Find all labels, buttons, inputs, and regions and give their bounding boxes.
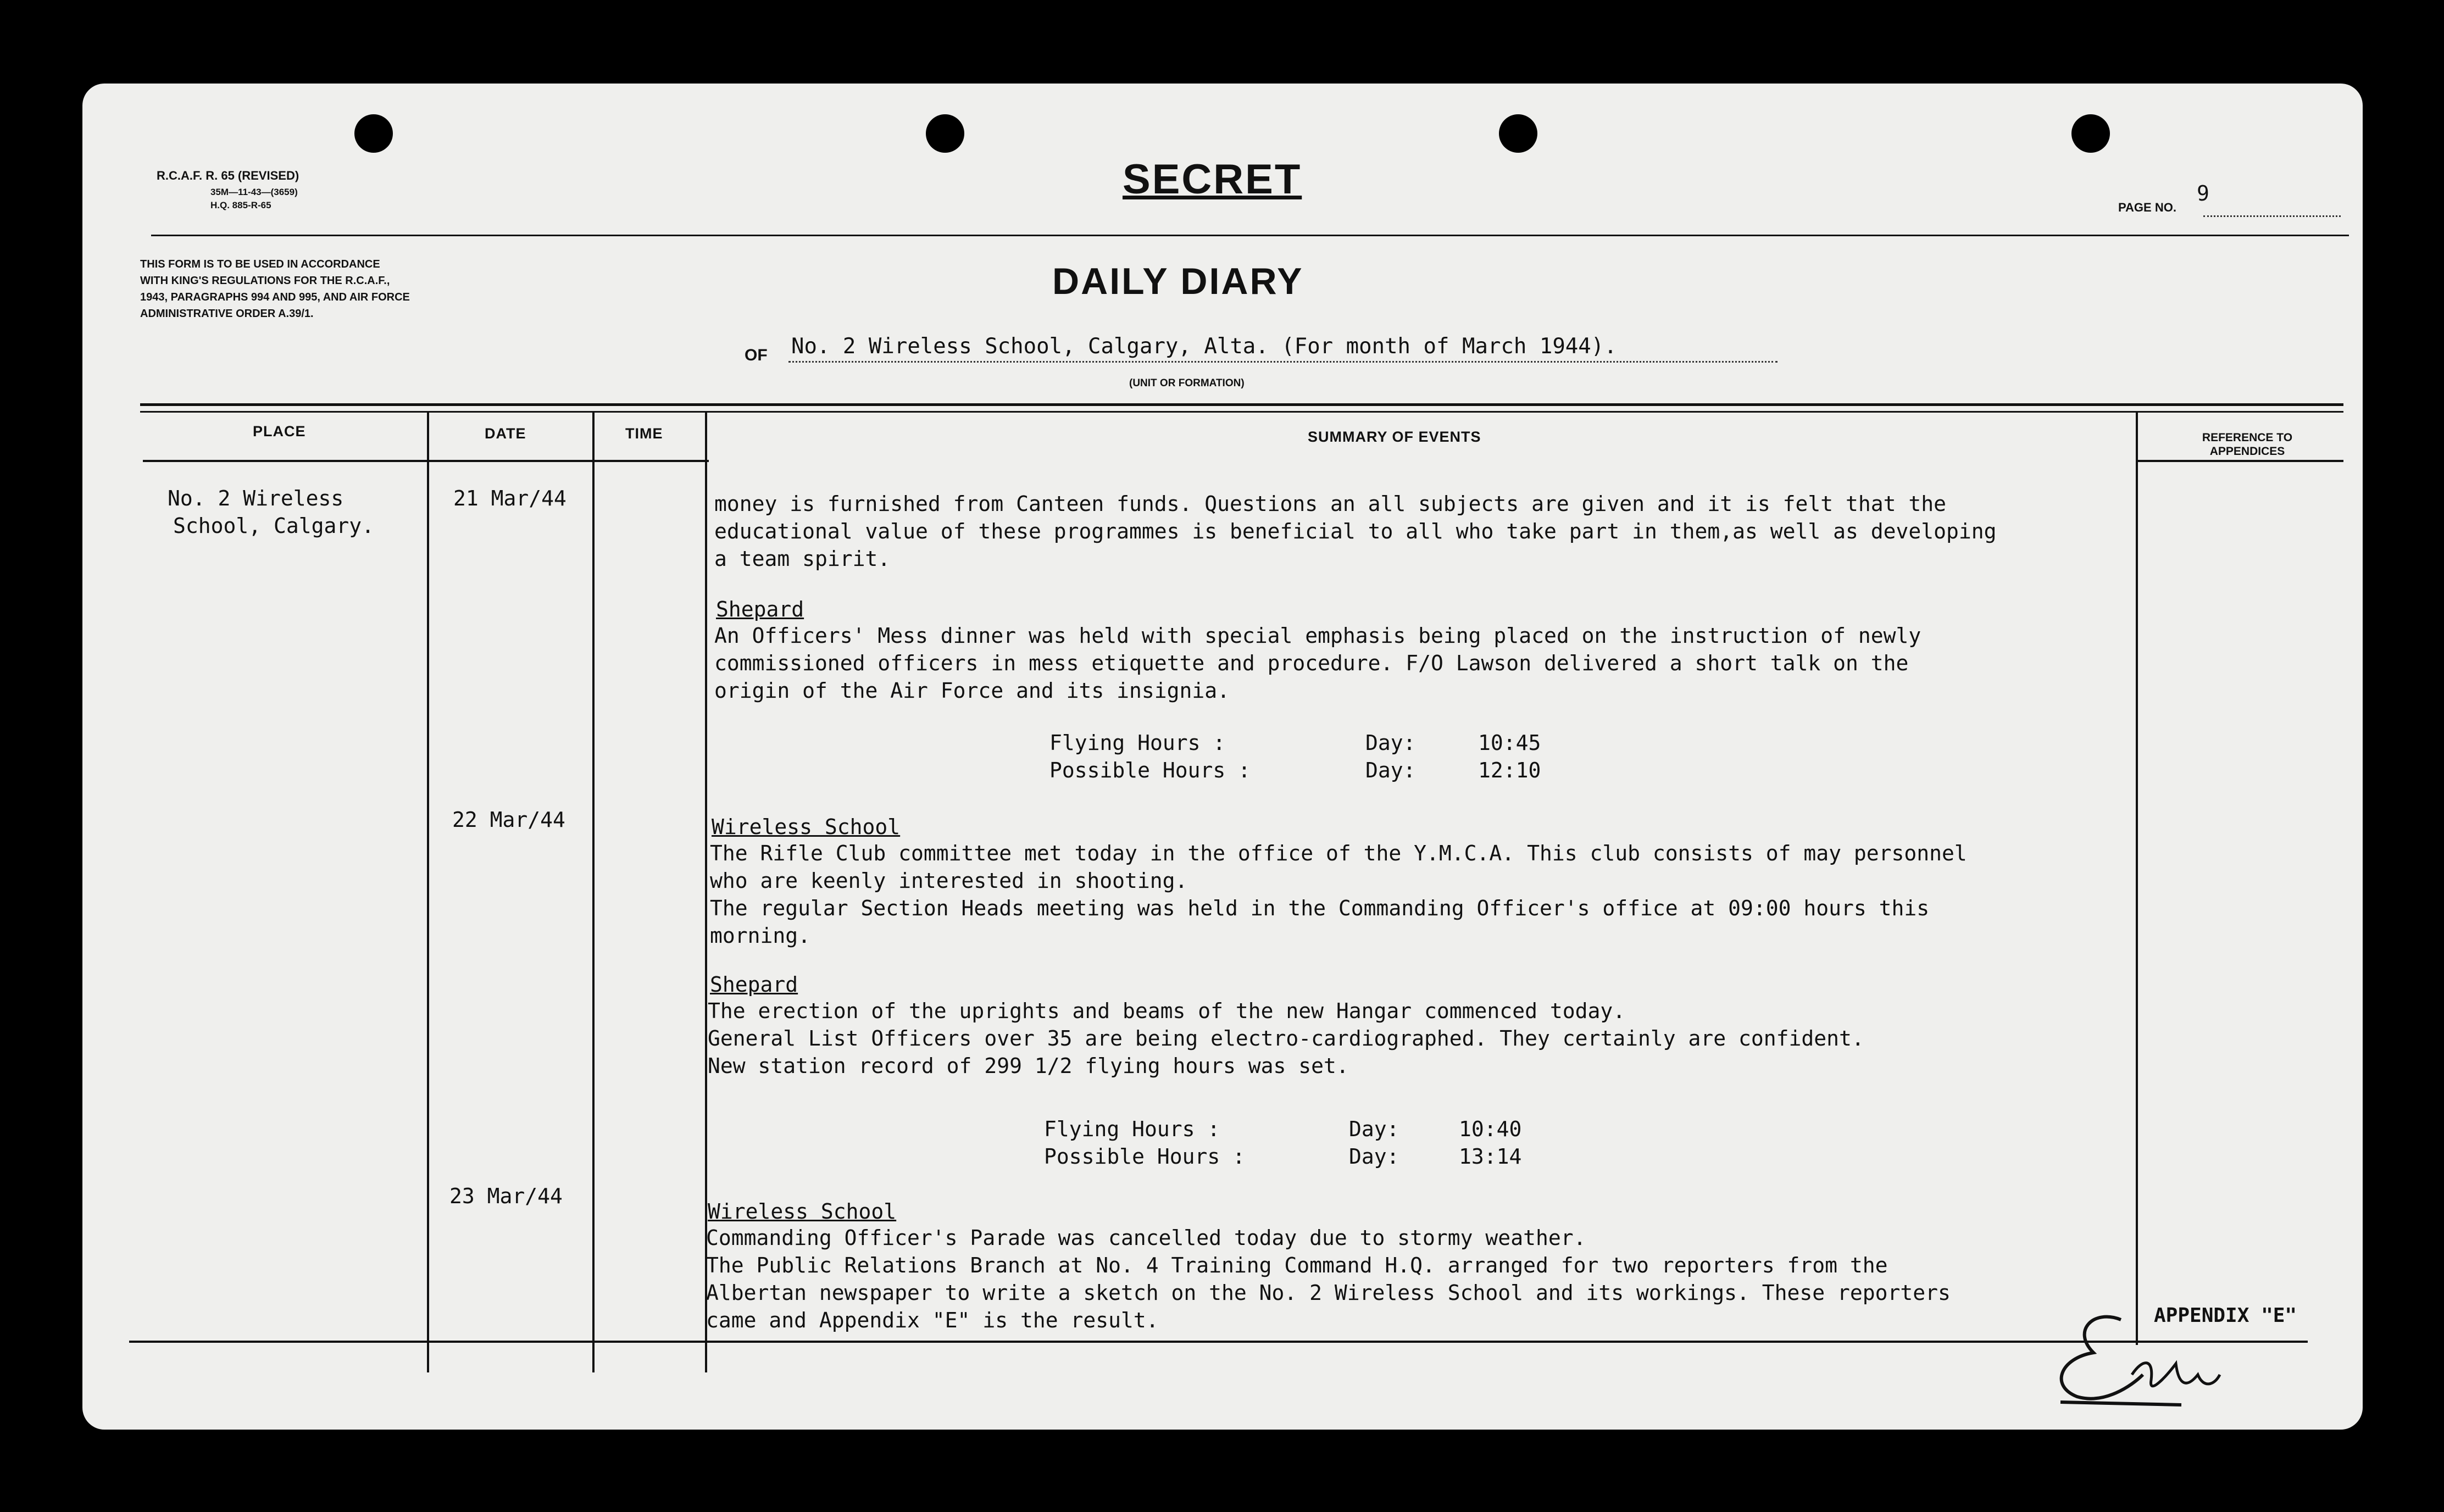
summary-line: who are keenly interested in shooting. [710,869,1188,893]
signature-mark [2038,1292,2247,1419]
summary-line: a team spirit. [714,547,891,571]
form-note [140,256,410,322]
summary-line: The erection of the uprights and beams of the new Hangar commenced today. [708,999,1626,1023]
form-print-code: 35M—11-43—(3659) [210,187,298,197]
punch-hole [926,114,964,153]
hours-day: Day: [1365,758,1416,782]
form-note-line: WITH KING'S REGULATIONS FOR THE R.C.A.F., [140,275,390,287]
page-title: DAILY DIARY [1052,260,1304,302]
table-top-rule [140,403,2343,406]
hours-day: Day: [1365,731,1416,755]
hours-value: 10:40 [1459,1117,1522,1141]
column-divider [592,411,595,1372]
column-header-date: DATE [485,425,526,442]
column-divider [427,411,429,1372]
punch-hole [1499,114,1537,153]
form-note-line: 1943, PARAGRAPHS 994 AND 995, AND AIR FORCE [140,291,410,303]
summary-line: An Officers' Mess dinner was held with special emphasis being placed on the instruction of newly [714,624,1921,648]
security-classification: SECRET [1123,156,1302,203]
entry-date: 23 Mar/44 [449,1184,563,1208]
signature [2209,1388,2212,1389]
summary-paragraph [714,490,1997,572]
hours-label: Flying Hours : [1049,731,1226,755]
summary-line: educational value of these programmes is beneficial to all who take part in them,as well as developing [714,519,1997,543]
summary-line: The Rifle Club committee met today in the office of the Y.M.C.A. This club consists of may personnel [710,841,1967,865]
summary-line: General List Officers over 35 are being electro-cardiographed. They certainly are confident. [708,1026,1864,1050]
unit-caption: (UNIT OR FORMATION) [1129,377,1245,389]
summary-line: Commanding Officer's Parade was cancelled today due to stormy weather. [706,1226,1586,1250]
hours-value: 10:45 [1478,731,1541,755]
hours-value: 12:10 [1478,758,1541,782]
page-number-line [2203,215,2341,217]
summary-line: money is furnished from Canteen funds. Questions an all subjects are given and it is felt that the [714,492,1947,516]
summary-line: came and Appendix "E" is the result. [706,1308,1159,1332]
summary-line: New station record of 299 1/2 flying hours was set. [708,1054,1349,1078]
summary-paragraph [708,997,1864,1080]
page-label: PAGE NO. [2118,201,2176,214]
place-line: No. 2 Wireless [168,486,344,510]
column-divider [2136,411,2138,1345]
hours-label: Possible Hours : [1044,1144,1246,1169]
summary-line: The regular Section Heads meeting was held in the Commanding Officer's office at 09:00 hours this [710,896,1930,920]
reference-header-line: APPENDICES [2209,445,2285,458]
hours-label: Possible Hours : [1049,758,1251,782]
summary-paragraph [714,622,1921,704]
header-rule [151,235,2349,236]
summary-paragraph [710,840,1967,949]
section-heading: Wireless School [708,1199,897,1224]
of-label: OF [745,346,768,364]
section-heading: Shepard [710,972,798,997]
hours-day: Day: [1349,1117,1399,1141]
unit-dotted-line [788,361,1778,363]
hours-value: 13:14 [1459,1144,1522,1169]
appendix-reference: APPENDIX "E" [2154,1304,2297,1327]
form-number: R.C.A.F. R. 65 (REVISED) [157,169,299,182]
form-hq: H.Q. 885-R-65 [210,200,271,210]
summary-line: morning. [710,924,811,948]
hours-label: Flying Hours : [1044,1117,1220,1141]
unit-name: No. 2 Wireless School, Calgary, Alta. (For month of March 1944). [791,334,1617,359]
summary-line: commissioned officers in mess etiquette and procedure. F/O Lawson delivered a short talk on the [714,651,1909,675]
header-row-rule [143,460,709,462]
form-note-line: THIS FORM IS TO BE USED IN ACCORDANCE [140,258,380,270]
table-top-rule-inner [140,411,2343,413]
punch-hole [2071,114,2110,153]
place-cell [168,485,374,540]
column-header-time: TIME [625,425,663,442]
summary-line: Albertan newspaper to write a sketch on the No. 2 Wireless School and its workings. These reporters [706,1281,1951,1305]
column-header-summary: SUMMARY OF EVENTS [1308,429,1481,445]
entry-date: 21 Mar/44 [453,486,566,510]
section-heading: Wireless School [712,815,901,839]
form-note-line: ADMINISTRATIVE ORDER A.39/1. [140,308,314,320]
column-header-place: PLACE [253,423,306,440]
hours-day: Day: [1349,1144,1399,1169]
summary-line: The Public Relations Branch at No. 4 Training Command H.Q. arranged for two reporters from the [706,1253,1888,1277]
summary-paragraph [706,1224,1951,1334]
header-row-rule-ref [2137,460,2343,462]
diary-page [82,84,2363,1430]
column-header-reference [2165,431,2330,458]
punch-hole [354,114,393,153]
table-bottom-rule [129,1341,2308,1343]
entry-date: 22 Mar/44 [452,808,565,832]
page-number: 9 [2197,181,2209,205]
section-heading: Shepard [716,597,804,621]
reference-header-line: REFERENCE TO [2202,431,2293,444]
place-line: School, Calgary. [173,514,375,538]
summary-line: origin of the Air Force and its insignia. [714,679,1230,703]
